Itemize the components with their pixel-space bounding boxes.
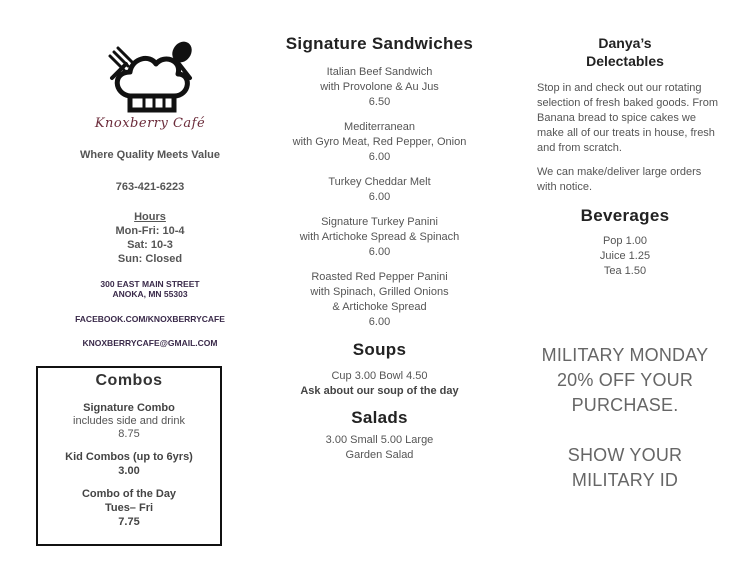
combos-title: Combos bbox=[95, 372, 163, 389]
menu-item-name: Signature Turkey Panini bbox=[321, 216, 438, 228]
beverage-item: Pop 1.00 bbox=[602, 235, 648, 247]
combo-item-name: Signature Combo bbox=[83, 402, 175, 414]
hours-saturday: Sat: 10-3 bbox=[127, 239, 173, 251]
cafe-logo bbox=[90, 38, 210, 120]
menu-item bbox=[272, 65, 487, 110]
soup-prices: Cup 3.00 Bowl 4.50 bbox=[331, 370, 428, 382]
menu-item-price: 6.50 bbox=[368, 96, 391, 108]
menu-item-name: Roasted Red Pepper Panini bbox=[311, 271, 448, 283]
menu-column bbox=[272, 0, 487, 463]
menu-item-name: Italian Beef Sandwich bbox=[326, 66, 433, 78]
delectables-title-line1: Danya’s bbox=[598, 35, 652, 51]
combo-item-price: 8.75 bbox=[118, 428, 140, 440]
combos-box bbox=[36, 366, 222, 546]
combo-item-name: Kid Combos (up to 6yrs) bbox=[65, 451, 193, 463]
chef-hat-utensils-icon bbox=[90, 38, 210, 120]
beverage-item: Juice 1.25 bbox=[599, 250, 651, 262]
delectables-orders-note: We can make/deliver large orders with notice. bbox=[537, 166, 702, 193]
combo-item-days: Tues– Fri bbox=[104, 502, 154, 514]
tagline: Where Quality Meets Value bbox=[80, 149, 220, 161]
extras-column bbox=[530, 0, 720, 493]
menu-item bbox=[272, 270, 487, 330]
menu-item bbox=[272, 175, 487, 205]
menu-item-price: 6.00 bbox=[368, 151, 391, 163]
address-city: ANOKA, MN 55303 bbox=[112, 289, 188, 300]
address bbox=[30, 279, 270, 299]
hours-heading: Hours bbox=[134, 211, 166, 223]
combo-item-price: 3.00 bbox=[118, 465, 140, 477]
menu-item-desc: with Gyro Meat, Red Pepper, Onion bbox=[292, 136, 467, 148]
combo-item-name: Combo of the Day bbox=[81, 488, 177, 500]
sandwiches-title: Signature Sandwiches bbox=[285, 34, 474, 53]
menu-item-desc: with Spinach, Grilled Onions bbox=[310, 286, 449, 298]
email-link[interactable]: KNOXBERRYCAFE@GMAIL.COM bbox=[82, 338, 218, 349]
menu-item-price: 6.00 bbox=[368, 246, 391, 258]
promo-line: SHOW YOUR bbox=[567, 445, 683, 465]
soups-title: Soups bbox=[352, 340, 407, 359]
menu-item-desc: with Provolone & Au Jus bbox=[320, 81, 439, 93]
delectables-title-line2: Delectables bbox=[586, 53, 664, 69]
salads-title: Salads bbox=[351, 408, 408, 427]
hours-sunday: Sun: Closed bbox=[117, 253, 183, 265]
address-street: 300 EAST MAIN STREET bbox=[100, 279, 200, 289]
salad-prices: 3.00 Small 5.00 Large bbox=[325, 434, 434, 446]
combo-item-price: 7.75 bbox=[118, 516, 140, 528]
beverages-title: Beverages bbox=[580, 206, 670, 225]
menu-item-name: Turkey Cheddar Melt bbox=[328, 176, 431, 188]
beverage-item: Tea 1.50 bbox=[603, 265, 647, 277]
menu-item bbox=[272, 215, 487, 260]
combo-item-desc: includes side and drink bbox=[73, 415, 185, 427]
hours-weekday: Mon-Fri: 10-4 bbox=[115, 225, 185, 237]
menu-item bbox=[272, 120, 487, 165]
promo-line: MILITARY ID bbox=[571, 470, 679, 490]
menu-item-desc: & Artichoke Spread bbox=[332, 301, 427, 313]
promo-line: PURCHASE. bbox=[571, 395, 679, 415]
promo-line: MILITARY MONDAY bbox=[541, 345, 709, 365]
info-column bbox=[30, 0, 270, 348]
menu-item-price: 6.00 bbox=[368, 316, 391, 328]
military-promo bbox=[530, 343, 720, 493]
delectables-description: Stop in and check out our rotating selection of fresh baked goods. From Banana bread to spice cakes we make all of our treats in house, fresh and from scratch. bbox=[537, 82, 718, 154]
menu-item-name: Mediterranean bbox=[344, 121, 415, 133]
phone-number: 763-421-6223 bbox=[115, 181, 185, 193]
soup-note: Ask about our soup of the day bbox=[300, 385, 459, 397]
menu-item-desc: with Artichoke Spread & Spinach bbox=[299, 231, 460, 243]
salad-item: Garden Salad bbox=[345, 449, 414, 461]
menu-item-price: 6.00 bbox=[368, 191, 391, 203]
facebook-link[interactable]: FACEBOOK.COM/KNOXBERRYCAFE bbox=[75, 314, 225, 325]
cafe-name: Knoxberry Café bbox=[94, 116, 206, 131]
promo-line: 20% OFF YOUR bbox=[556, 370, 694, 390]
